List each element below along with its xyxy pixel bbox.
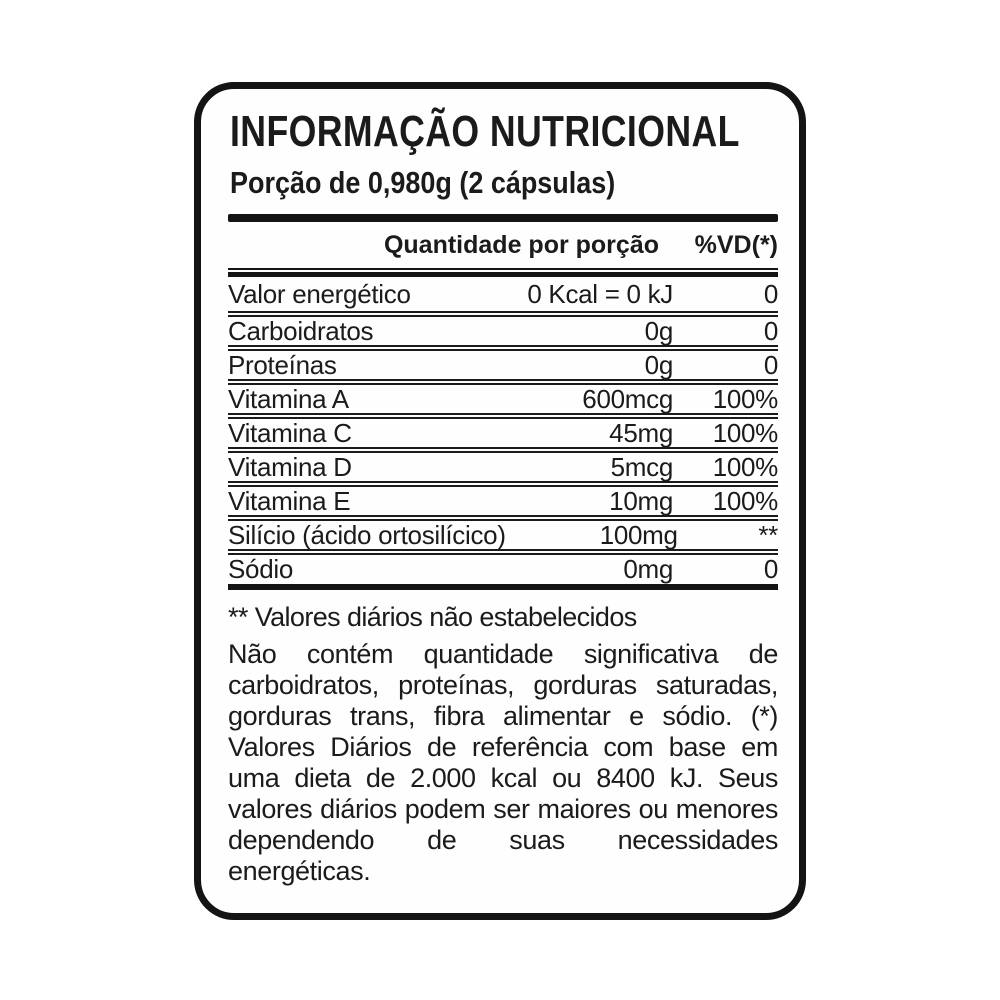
- nutrition-label: [194, 82, 806, 920]
- nutrient-quantity: 0g: [644, 315, 673, 346]
- header-quantity-per-serving: Quantidade por porção: [383, 230, 659, 259]
- nutrient-percent-dv: 100%: [712, 485, 778, 516]
- table-header-row: [228, 222, 778, 268]
- footnote-daily-values-not-established: ** Valores diários não estabelecidos: [228, 602, 637, 632]
- nutrient-percent-dv: 0: [763, 349, 778, 380]
- nutrient-name: Vitamina A: [228, 383, 349, 414]
- nutrient-percent-dv: 0: [763, 553, 778, 584]
- nutrient-percent-dv: 0: [763, 315, 778, 346]
- nutrient-name: Vitamina C: [228, 417, 352, 448]
- nutrient-quantity: 45mg: [609, 417, 673, 448]
- table-row: [228, 481, 778, 515]
- nutrient-percent-dv: **: [758, 519, 778, 550]
- divider-table-bottom: [228, 584, 778, 590]
- nutrient-name: Silício (ácido ortosilícico): [228, 519, 506, 550]
- nutrient-percent-dv: 100%: [712, 417, 778, 448]
- nutrient-quantity: 100mg: [599, 519, 678, 550]
- nutrient-name: Valor energético: [228, 278, 411, 309]
- nutrient-quantity: 0 Kcal = 0 kJ: [527, 278, 673, 309]
- table-row: [228, 413, 778, 447]
- table-row: [228, 515, 778, 549]
- divider-header-bottom: [228, 268, 778, 277]
- table-row: [228, 447, 778, 481]
- table-row: [228, 311, 778, 345]
- nutrient-name: Carboidratos: [228, 315, 374, 346]
- nutrient-quantity: 0mg: [623, 553, 673, 584]
- footnote-paragraph: Não contém quantidade significativa de carboidratos, proteínas, gorduras saturadas, gorduras trans, fibra alimentar e sódio. (*) Valores Diários de referência com base em uma dieta de 2.000 kcal ou 8400 kJ. Seus valores diários podem ser maiores ou menores dependendo de suas necessidades energéticas.: [228, 639, 778, 886]
- nutrient-name: Proteínas: [228, 349, 337, 380]
- table-row: [228, 345, 778, 379]
- nutrient-rows: [228, 277, 778, 583]
- nutrient-name: Vitamina D: [228, 451, 352, 482]
- table-row: [228, 379, 778, 413]
- nutrient-quantity: 10mg: [609, 485, 673, 516]
- label-title: INFORMAÇÃO NUTRICIONAL: [230, 107, 740, 156]
- divider-top-heavy: [228, 214, 778, 222]
- divider-thin-line: [228, 268, 778, 270]
- nutrient-name: Vitamina E: [228, 485, 351, 516]
- table-row: [228, 549, 778, 583]
- nutrient-percent-dv: 100%: [712, 451, 778, 482]
- header-percent-dv: %VD(*): [694, 230, 778, 259]
- nutrient-quantity: 0g: [644, 349, 673, 380]
- nutrient-quantity: 5mcg: [610, 451, 673, 482]
- nutrient-quantity: 600mcg: [582, 383, 673, 414]
- nutrient-name: Sódio: [228, 553, 293, 584]
- table-row: [228, 277, 778, 311]
- serving-size: Porção de 0,980g (2 cápsulas): [230, 165, 616, 200]
- nutrient-percent-dv: 0: [763, 278, 778, 309]
- nutrient-percent-dv: 100%: [712, 383, 778, 414]
